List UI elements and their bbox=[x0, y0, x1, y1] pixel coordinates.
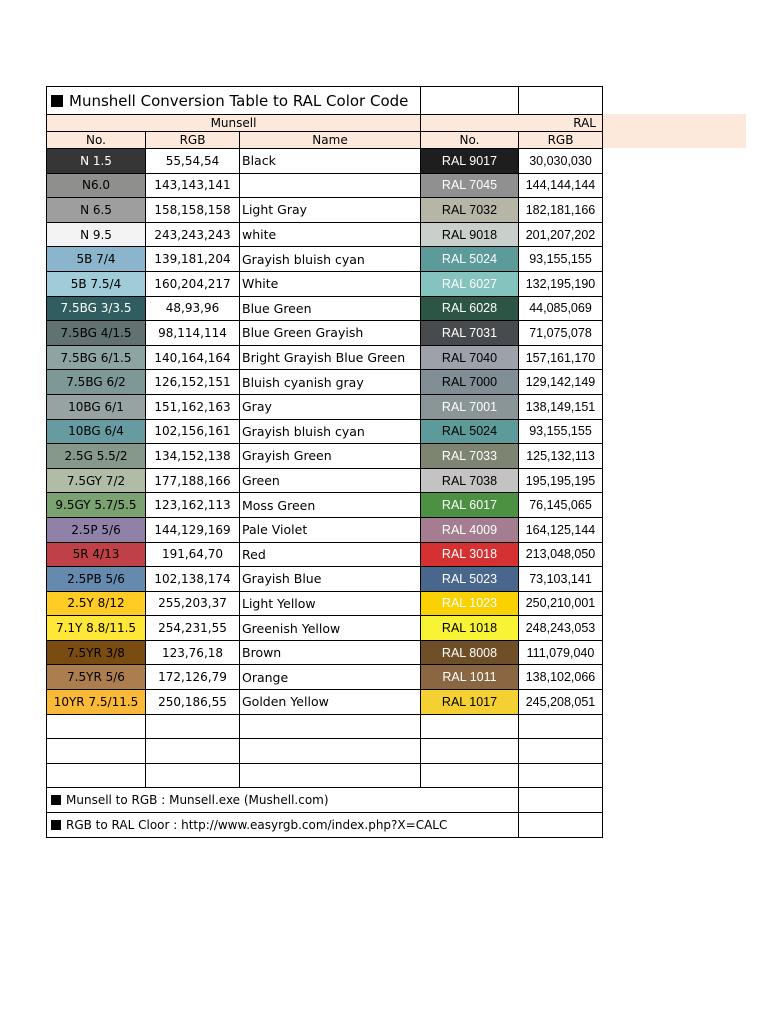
empty-cell bbox=[146, 763, 240, 788]
table-row bbox=[47, 419, 603, 444]
footer-note bbox=[47, 813, 519, 838]
ral-rgb-header: RGB bbox=[519, 132, 603, 149]
empty-cell bbox=[519, 714, 603, 739]
square-bullet-icon bbox=[51, 795, 61, 805]
ral-no-cell: RAL 9018 bbox=[421, 222, 519, 247]
ral-no-cell: RAL 7032 bbox=[421, 198, 519, 223]
munsell-no-cell: 2.5PB 5/6 bbox=[47, 567, 146, 592]
color-name-cell bbox=[240, 173, 421, 198]
ral-rgb-cell: 250,210,001 bbox=[519, 591, 603, 616]
empty-cell bbox=[519, 813, 603, 838]
column-header-row bbox=[47, 132, 603, 149]
ral-no-cell: RAL 5024 bbox=[421, 419, 519, 444]
munsell-no-cell: 7.5BG 6/1.5 bbox=[47, 345, 146, 370]
munsell-rgb-cell: 243,243,243 bbox=[146, 222, 240, 247]
color-name-cell: Light Yellow bbox=[240, 591, 421, 616]
empty-cell bbox=[421, 763, 519, 788]
munsell-no-cell: 2.5P 5/6 bbox=[47, 517, 146, 542]
munsell-no-cell: 2.5G 5.5/2 bbox=[47, 444, 146, 469]
ral-rgb-cell: 201,207,202 bbox=[519, 222, 603, 247]
ral-rgb-cell: 182,181,166 bbox=[519, 198, 603, 223]
munsell-rgb-cell: 102,156,161 bbox=[146, 419, 240, 444]
color-name-cell: White bbox=[240, 271, 421, 296]
color-name-cell: Moss Green bbox=[240, 493, 421, 518]
ral-rgb-cell: 144,144,144 bbox=[519, 173, 603, 198]
ral-rgb-cell: 132,195,190 bbox=[519, 271, 603, 296]
table-row bbox=[47, 444, 603, 469]
munsell-no-cell: 7.5BG 3/3.5 bbox=[47, 296, 146, 321]
ral-no-cell: RAL 6017 bbox=[421, 493, 519, 518]
table-row bbox=[47, 345, 603, 370]
ral-no-cell: RAL 5024 bbox=[421, 247, 519, 272]
munsell-no-cell: 7.5GY 7/2 bbox=[47, 468, 146, 493]
ral-rgb-cell: 111,079,040 bbox=[519, 640, 603, 665]
munsell-rgb-cell: 158,158,158 bbox=[146, 198, 240, 223]
color-name-cell: white bbox=[240, 222, 421, 247]
munsell-no-cell: 7.5YR 5/6 bbox=[47, 665, 146, 690]
ral-rgb-cell: 129,142,149 bbox=[519, 370, 603, 395]
munsell-rgb-cell: 172,126,79 bbox=[146, 665, 240, 690]
munsell-no-cell: 5B 7/4 bbox=[47, 247, 146, 272]
munsell-rgb-cell: 98,114,114 bbox=[146, 321, 240, 346]
ral-no-cell: RAL 6028 bbox=[421, 296, 519, 321]
color-name-cell: Brown bbox=[240, 640, 421, 665]
empty-cell bbox=[240, 714, 421, 739]
ral-rgb-cell: 195,195,195 bbox=[519, 468, 603, 493]
table-row bbox=[47, 173, 603, 198]
munsell-rgb-header: RGB bbox=[146, 132, 240, 149]
munsell-rgb-cell: 151,162,163 bbox=[146, 394, 240, 419]
ral-no-cell: RAL 1023 bbox=[421, 591, 519, 616]
munsell-rgb-cell: 177,188,166 bbox=[146, 468, 240, 493]
munsell-no-cell: N 1.5 bbox=[47, 149, 146, 174]
munsell-rgb-cell: 255,203,37 bbox=[146, 591, 240, 616]
munsell-rgb-cell: 143,143,141 bbox=[146, 173, 240, 198]
table-row bbox=[47, 198, 603, 223]
page-title bbox=[47, 87, 421, 115]
footer-note-text: RGB to RAL Cloor : http://www.easyrgb.com/index.php?X=CALC bbox=[66, 817, 448, 832]
title-row bbox=[47, 87, 603, 115]
header-highlight-extension bbox=[603, 114, 746, 148]
munsell-no-cell: N 6.5 bbox=[47, 198, 146, 223]
ral-no-cell: RAL 4009 bbox=[421, 517, 519, 542]
ral-no-cell: RAL 7045 bbox=[421, 173, 519, 198]
ral-rgb-cell: 44,085,069 bbox=[519, 296, 603, 321]
table-row bbox=[47, 321, 603, 346]
color-name-cell: Blue Green Grayish bbox=[240, 321, 421, 346]
table-row bbox=[47, 591, 603, 616]
empty-cell bbox=[519, 739, 603, 764]
ral-rgb-cell: 93,155,155 bbox=[519, 247, 603, 272]
munsell-name-header: Name bbox=[240, 132, 421, 149]
empty-cell bbox=[146, 739, 240, 764]
munsell-no-cell: 5R 4/13 bbox=[47, 542, 146, 567]
munsell-rgb-cell: 123,162,113 bbox=[146, 493, 240, 518]
table-row bbox=[47, 394, 603, 419]
title-blank-cell bbox=[421, 87, 519, 115]
color-name-cell: Grayish bluish cyan bbox=[240, 419, 421, 444]
munsell-no-cell: 7.5BG 6/2 bbox=[47, 370, 146, 395]
ral-rgb-cell: 213,048,050 bbox=[519, 542, 603, 567]
empty-cell bbox=[421, 739, 519, 764]
color-name-cell: Golden Yellow bbox=[240, 690, 421, 715]
footer-note-text: Munsell to RGB : Munsell.exe (Mushell.com) bbox=[66, 793, 329, 808]
ral-no-cell: RAL 7031 bbox=[421, 321, 519, 346]
munsell-rgb-cell: 139,181,204 bbox=[146, 247, 240, 272]
ral-rgb-cell: 76,145,065 bbox=[519, 493, 603, 518]
ral-rgb-cell: 93,155,155 bbox=[519, 419, 603, 444]
ral-no-cell: RAL 1018 bbox=[421, 616, 519, 641]
page-title-text: Munshell Conversion Table to RAL Color Code bbox=[69, 91, 409, 110]
munsell-no-cell: 2.5Y 8/12 bbox=[47, 591, 146, 616]
color-name-cell: Red bbox=[240, 542, 421, 567]
color-name-cell: Green bbox=[240, 468, 421, 493]
square-bullet-icon bbox=[51, 820, 61, 830]
munsell-no-cell: 10BG 6/1 bbox=[47, 394, 146, 419]
table-row bbox=[47, 542, 603, 567]
ral-rgb-cell: 138,102,066 bbox=[519, 665, 603, 690]
munsell-rgb-cell: 123,76,18 bbox=[146, 640, 240, 665]
empty-cell bbox=[146, 714, 240, 739]
munsell-no-cell: 7.5YR 3/8 bbox=[47, 640, 146, 665]
ral-no-cell: RAL 7033 bbox=[421, 444, 519, 469]
title-blank-cell bbox=[519, 87, 603, 115]
ral-no-cell: RAL 5023 bbox=[421, 567, 519, 592]
table-row bbox=[47, 296, 603, 321]
munsell-group-header: Munsell bbox=[47, 115, 421, 132]
munsell-no-cell: 10BG 6/4 bbox=[47, 419, 146, 444]
munsell-no-cell: 9.5GY 5.7/5.5 bbox=[47, 493, 146, 518]
empty-row bbox=[47, 763, 603, 788]
ral-no-cell: RAL 7000 bbox=[421, 370, 519, 395]
ral-rgb-cell: 30,030,030 bbox=[519, 149, 603, 174]
munsell-rgb-cell: 126,152,151 bbox=[146, 370, 240, 395]
group-header-row bbox=[47, 115, 603, 132]
color-name-cell: Greenish Yellow bbox=[240, 616, 421, 641]
color-name-cell: Orange bbox=[240, 665, 421, 690]
munsell-rgb-cell: 134,152,138 bbox=[146, 444, 240, 469]
ral-rgb-cell: 245,208,051 bbox=[519, 690, 603, 715]
munsell-rgb-cell: 55,54,54 bbox=[146, 149, 240, 174]
color-name-cell: Bluish cyanish gray bbox=[240, 370, 421, 395]
color-name-cell: Pale Violet bbox=[240, 517, 421, 542]
table-row bbox=[47, 616, 603, 641]
ral-no-cell: RAL 7038 bbox=[421, 468, 519, 493]
ral-no-cell: RAL 7001 bbox=[421, 394, 519, 419]
ral-no-cell: RAL 3018 bbox=[421, 542, 519, 567]
empty-cell bbox=[47, 714, 146, 739]
ral-no-cell: RAL 9017 bbox=[421, 149, 519, 174]
footer-row bbox=[47, 813, 603, 838]
empty-cell bbox=[421, 714, 519, 739]
table-row bbox=[47, 468, 603, 493]
color-name-cell: Blue Green bbox=[240, 296, 421, 321]
munsell-no-cell: 7.5BG 4/1.5 bbox=[47, 321, 146, 346]
munsell-rgb-cell: 144,129,169 bbox=[146, 517, 240, 542]
empty-row bbox=[47, 739, 603, 764]
munsell-rgb-cell: 191,64,70 bbox=[146, 542, 240, 567]
empty-row bbox=[47, 714, 603, 739]
munsell-rgb-cell: 160,204,217 bbox=[146, 271, 240, 296]
munsell-no-cell: 7.1Y 8.8/11.5 bbox=[47, 616, 146, 641]
footer-note bbox=[47, 788, 519, 813]
ral-rgb-cell: 138,149,151 bbox=[519, 394, 603, 419]
table-row bbox=[47, 222, 603, 247]
ral-rgb-cell: 73,103,141 bbox=[519, 567, 603, 592]
table-row bbox=[47, 247, 603, 272]
munsell-rgb-cell: 140,164,164 bbox=[146, 345, 240, 370]
square-bullet-icon bbox=[51, 95, 63, 107]
munsell-rgb-cell: 254,231,55 bbox=[146, 616, 240, 641]
color-name-cell: Grayish Blue bbox=[240, 567, 421, 592]
ral-rgb-cell: 164,125,144 bbox=[519, 517, 603, 542]
ral-rgb-cell: 157,161,170 bbox=[519, 345, 603, 370]
ral-no-cell: RAL 6027 bbox=[421, 271, 519, 296]
table-row bbox=[47, 149, 603, 174]
munsell-rgb-cell: 250,186,55 bbox=[146, 690, 240, 715]
ral-rgb-cell: 125,132,113 bbox=[519, 444, 603, 469]
empty-cell bbox=[240, 739, 421, 764]
table-row bbox=[47, 567, 603, 592]
empty-cell bbox=[47, 763, 146, 788]
ral-no-cell: RAL 7040 bbox=[421, 345, 519, 370]
color-name-cell: Grayish Green bbox=[240, 444, 421, 469]
munsell-no-cell: 5B 7.5/4 bbox=[47, 271, 146, 296]
table-row bbox=[47, 690, 603, 715]
ral-rgb-cell: 71,075,078 bbox=[519, 321, 603, 346]
ral-no-cell: RAL 1011 bbox=[421, 665, 519, 690]
color-name-cell: Grayish bluish cyan bbox=[240, 247, 421, 272]
ral-no-cell: RAL 1017 bbox=[421, 690, 519, 715]
conversion-table bbox=[46, 86, 603, 838]
color-name-cell: Light Gray bbox=[240, 198, 421, 223]
table-row bbox=[47, 493, 603, 518]
empty-cell bbox=[519, 788, 603, 813]
munsell-no-cell: N6.0 bbox=[47, 173, 146, 198]
ral-no-cell: RAL 8008 bbox=[421, 640, 519, 665]
color-name-cell: Bright Grayish Blue Green bbox=[240, 345, 421, 370]
footer-row bbox=[47, 788, 603, 813]
empty-cell bbox=[240, 763, 421, 788]
munsell-no-cell: 10YR 7.5/11.5 bbox=[47, 690, 146, 715]
munsell-rgb-cell: 48,93,96 bbox=[146, 296, 240, 321]
munsell-rgb-cell: 102,138,174 bbox=[146, 567, 240, 592]
ral-rgb-cell: 248,243,053 bbox=[519, 616, 603, 641]
empty-cell bbox=[519, 763, 603, 788]
color-name-cell: Gray bbox=[240, 394, 421, 419]
table-row bbox=[47, 665, 603, 690]
table-row bbox=[47, 271, 603, 296]
munsell-no-header: No. bbox=[47, 132, 146, 149]
ral-group-header: RAL bbox=[421, 115, 603, 132]
empty-cell bbox=[47, 739, 146, 764]
color-name-cell: Black bbox=[240, 149, 421, 174]
munsell-no-cell: N 9.5 bbox=[47, 222, 146, 247]
ral-no-header: No. bbox=[421, 132, 519, 149]
table-row bbox=[47, 640, 603, 665]
table-row bbox=[47, 517, 603, 542]
table-row bbox=[47, 370, 603, 395]
